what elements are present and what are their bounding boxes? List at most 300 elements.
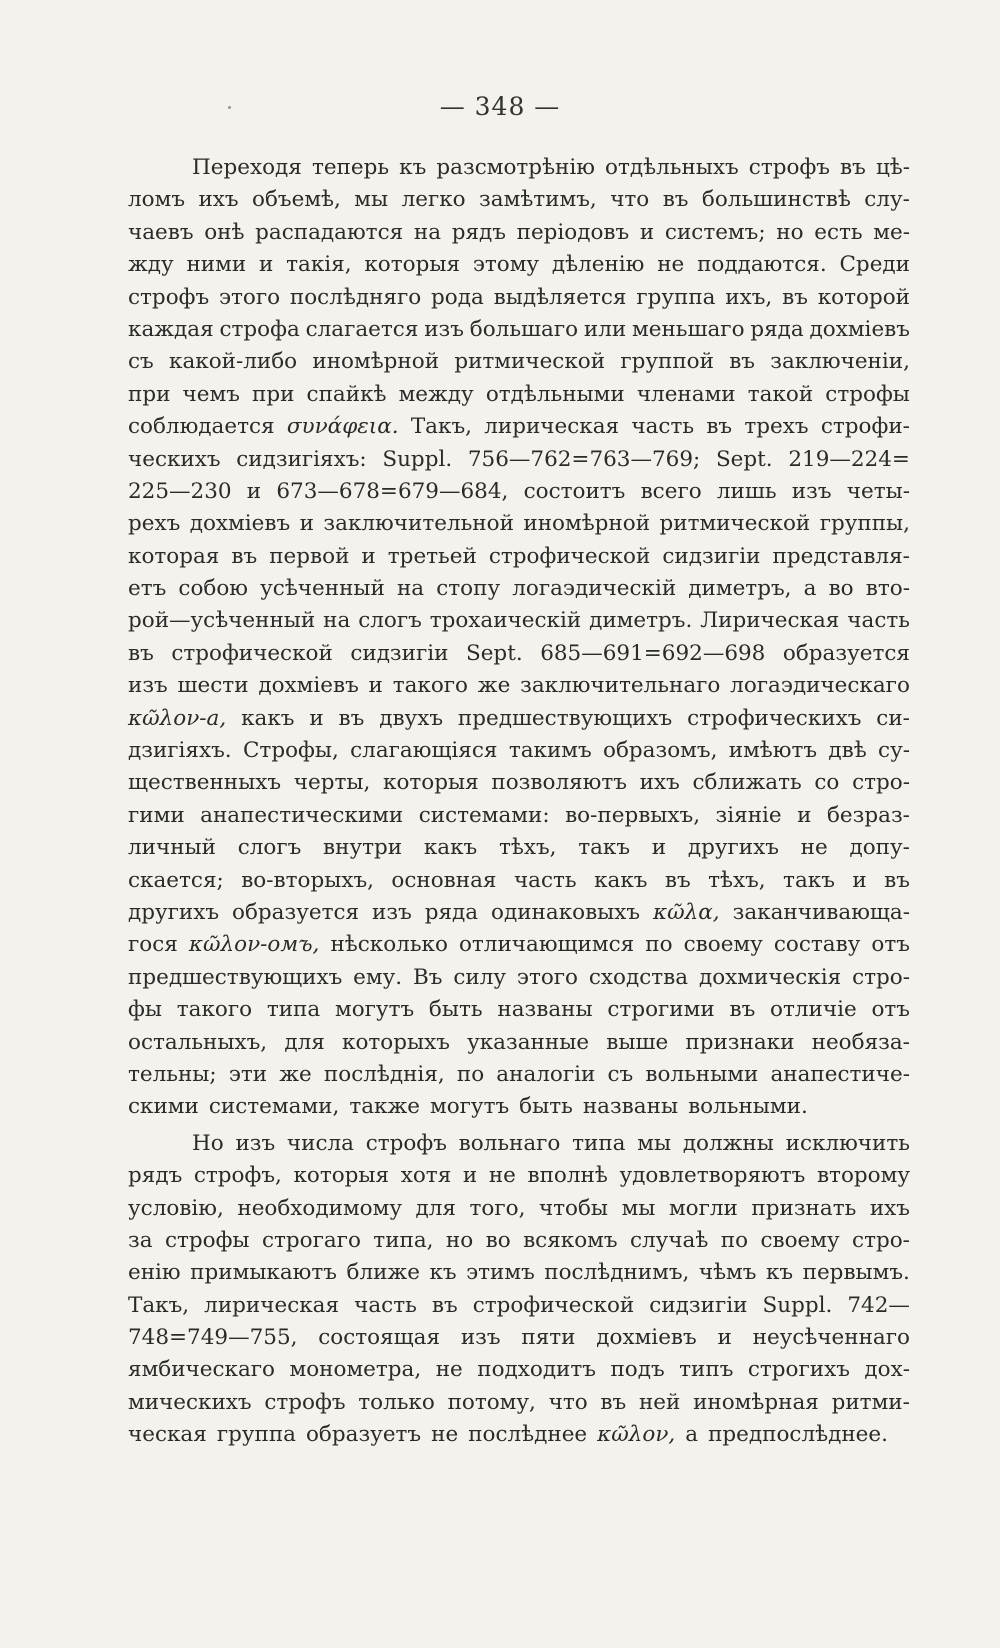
word: зіяніе — [715, 802, 782, 828]
word: заканчивающа- — [732, 899, 910, 925]
text-line — [128, 508, 910, 540]
word: строфической — [171, 640, 333, 666]
text-line — [128, 897, 910, 929]
word: дох- — [864, 1357, 910, 1383]
word: логаэдическій — [512, 576, 677, 602]
word: и — [361, 543, 376, 569]
word: дохміевъ — [189, 511, 291, 537]
word: не — [800, 835, 828, 861]
word: рядъ — [451, 219, 506, 245]
word: которыхъ — [342, 1029, 450, 1055]
word: си- — [876, 705, 910, 731]
word: строфъ — [264, 1389, 346, 1415]
text-line — [128, 1091, 910, 1123]
text-line — [128, 249, 910, 281]
word: не — [657, 252, 685, 278]
word: и — [368, 673, 383, 699]
word: членами — [636, 381, 736, 407]
word: ихъ, — [725, 284, 773, 310]
word: что — [610, 187, 650, 213]
word: 219—224= — [788, 446, 910, 472]
word: быть — [519, 1094, 573, 1120]
text-line — [128, 962, 910, 994]
word: въ — [729, 997, 756, 1023]
text-line — [128, 605, 910, 637]
text-line — [128, 282, 910, 314]
word: системъ; — [664, 219, 766, 245]
word: теперь — [311, 155, 390, 180]
word: и — [639, 219, 655, 245]
word: шести — [177, 673, 249, 699]
word: большаго — [469, 316, 579, 342]
word: монометра, — [289, 1357, 422, 1383]
word: трохаическій — [429, 608, 582, 634]
word: этому — [472, 252, 540, 278]
word: во — [485, 1227, 511, 1253]
word: сходства — [588, 964, 689, 990]
word: группа — [216, 1422, 296, 1448]
word: лирическая — [204, 1292, 340, 1318]
word: какой-либо — [169, 349, 298, 375]
word: по — [720, 1227, 749, 1253]
word: объемѣ, — [252, 187, 341, 213]
word: не — [431, 1422, 459, 1448]
text-line — [128, 346, 910, 378]
text-line — [128, 314, 910, 346]
text-line — [128, 541, 910, 573]
word: трехъ — [744, 414, 809, 440]
word: ритми- — [831, 1389, 910, 1415]
word: за — [128, 1227, 153, 1253]
word: ему. — [353, 964, 403, 990]
word: гими — [128, 802, 185, 828]
word: рода — [431, 284, 484, 310]
word: сидзигіи — [649, 1292, 748, 1318]
word: примыкаютъ — [190, 1260, 337, 1286]
word: скается; — [128, 867, 224, 893]
word: строгихъ — [747, 1357, 850, 1383]
word: въ — [231, 543, 258, 569]
word: ихъ — [198, 187, 239, 213]
text-line — [128, 735, 910, 767]
word: выдѣляется — [493, 284, 627, 310]
word: и — [651, 835, 667, 861]
word: ихъ — [869, 1195, 910, 1221]
word: вольными — [645, 1061, 759, 1087]
word: жду — [128, 252, 174, 278]
word: въ — [128, 640, 154, 666]
word: часть — [631, 414, 695, 440]
word: ческихъ — [128, 446, 221, 472]
word: такого — [392, 673, 468, 699]
word: съ — [128, 349, 154, 375]
word: анапестиче- — [770, 1061, 910, 1087]
word: онѣ — [204, 219, 245, 245]
word: отдѣльныхъ — [605, 155, 739, 180]
word: сближать — [692, 770, 802, 796]
word: другихъ — [128, 899, 220, 925]
word: въ — [662, 187, 689, 213]
word: безраз- — [826, 802, 910, 828]
word: такимъ — [508, 738, 592, 764]
word: строфы — [825, 381, 910, 407]
word: но — [445, 1227, 474, 1253]
word: чѣмъ — [698, 1260, 757, 1286]
word: 225—230 — [128, 478, 232, 504]
word: къ — [765, 1260, 794, 1286]
text-line — [128, 1059, 910, 1091]
word: стро- — [852, 964, 910, 990]
word: третьей — [387, 543, 477, 569]
word: усѣченный — [260, 576, 385, 602]
word: συνάφεια. — [286, 414, 399, 440]
word: κῶλον-а, — [128, 705, 227, 731]
word: распадаются — [255, 219, 404, 245]
word: строфи- — [820, 414, 910, 440]
text-line — [128, 152, 910, 184]
word: которыя — [383, 770, 479, 796]
word: черты, — [293, 770, 371, 796]
word: ломъ — [128, 187, 186, 213]
word: етъ — [128, 576, 167, 602]
word: въ — [782, 284, 808, 310]
word: спайкѣ — [306, 381, 387, 407]
word: съ — [607, 1061, 634, 1087]
word: строфической — [472, 1292, 635, 1318]
word: четы- — [846, 478, 910, 504]
word: анапестическими — [200, 802, 404, 828]
word: изъ — [372, 899, 412, 925]
word: ряда — [750, 316, 804, 342]
word: допу- — [849, 835, 910, 861]
word: и — [717, 1325, 732, 1351]
word: въ — [338, 705, 365, 731]
word: строфической — [488, 543, 651, 569]
word: мы — [637, 1130, 672, 1156]
text-line — [128, 1257, 910, 1289]
word: которая — [128, 543, 220, 569]
word: рой—усѣченный — [128, 608, 316, 634]
word: большинствѣ — [701, 187, 851, 213]
word: κῶλα, — [653, 899, 720, 925]
word: такія, — [286, 252, 352, 278]
word: первой — [269, 543, 350, 569]
word: чаевъ — [128, 219, 194, 245]
word: чемъ — [182, 381, 240, 407]
word: Sept. — [465, 640, 523, 666]
word: одинаковыхъ — [491, 899, 641, 925]
word: въ — [884, 867, 910, 893]
word: двухъ — [379, 705, 444, 731]
word: личный — [128, 835, 216, 861]
word: что — [548, 1389, 588, 1415]
text-line — [128, 411, 910, 443]
word: ме- — [873, 219, 910, 245]
word: иномѣрная — [693, 1389, 819, 1415]
text-line — [128, 1128, 910, 1160]
word: и — [258, 252, 274, 278]
word: группой — [620, 349, 714, 375]
word: могутъ — [430, 1094, 510, 1120]
word: фы — [128, 997, 162, 1023]
word: Suppl. — [762, 1292, 833, 1318]
word: стро- — [852, 1227, 910, 1253]
word: указанные — [467, 1029, 590, 1055]
word: легко — [401, 187, 466, 213]
word: стро- — [852, 770, 910, 796]
word: ней — [638, 1389, 681, 1415]
word: признать — [751, 1195, 857, 1221]
word: какъ — [594, 867, 648, 893]
word: дохміевъ — [596, 1325, 697, 1351]
text-line — [128, 670, 910, 702]
word: основная — [391, 867, 497, 893]
word: 748=749—755, — [128, 1325, 298, 1351]
word: есть — [814, 219, 863, 245]
word: могутъ — [334, 997, 415, 1023]
word: строфа — [219, 316, 300, 342]
word: въ — [706, 414, 733, 440]
word: рядъ — [128, 1163, 183, 1189]
word: же — [477, 673, 511, 699]
word: типа, — [373, 1227, 434, 1253]
word: этого — [218, 284, 281, 310]
text-line — [128, 444, 910, 476]
word: и — [462, 1163, 478, 1189]
word: мы — [621, 1195, 656, 1221]
word: 685—691=692—698 — [540, 640, 766, 666]
word: двѣ — [828, 738, 867, 764]
word: ритмической — [659, 511, 811, 537]
word: составу — [773, 932, 861, 958]
word: иномѣрной — [523, 511, 651, 537]
word: другихъ — [687, 835, 779, 861]
word: строфъ, — [193, 1163, 282, 1189]
word: дохмическія — [698, 964, 842, 990]
word: дѣленію — [551, 252, 645, 278]
word: не — [435, 1357, 463, 1383]
word: группы, — [819, 511, 910, 537]
word: и — [797, 802, 812, 828]
word: ямбическаго — [128, 1357, 276, 1383]
word: при — [128, 381, 171, 407]
word: которыя — [364, 252, 461, 278]
word: собою — [178, 576, 249, 602]
word: предшествующихъ — [457, 705, 673, 731]
text-line — [128, 1387, 910, 1419]
word: и — [309, 705, 324, 731]
word: скими — [128, 1094, 199, 1120]
word: изъ — [791, 478, 832, 504]
word: остальныхъ, — [128, 1029, 268, 1055]
word: а — [685, 1422, 699, 1448]
text-line — [128, 573, 910, 605]
word: только — [358, 1389, 435, 1415]
word: вполнѣ — [527, 1163, 608, 1189]
page-number: — 348 — — [439, 92, 561, 121]
word: строфъ — [365, 1130, 447, 1156]
word: типа — [266, 997, 321, 1023]
word: ними — [186, 252, 247, 278]
word: каждая — [128, 316, 214, 342]
word: лишь — [716, 478, 777, 504]
word: первымъ. — [802, 1260, 910, 1286]
word: по — [456, 1061, 485, 1087]
word: по — [645, 932, 673, 958]
word: диметръ. — [589, 608, 693, 634]
word: въ — [840, 155, 866, 180]
word: Среди — [839, 252, 910, 278]
word: строфическихъ — [687, 705, 862, 731]
word: заключительной — [323, 511, 514, 537]
word: образуется — [232, 899, 360, 925]
word: во-вторыхъ, — [241, 867, 374, 893]
word: представля- — [772, 543, 910, 569]
word: строгими — [607, 997, 715, 1023]
word: послѣднія, — [323, 1061, 445, 1087]
word: κῶλον, — [597, 1422, 676, 1448]
word: рехъ — [128, 511, 181, 537]
word: строгаго — [261, 1227, 361, 1253]
word: гося — [128, 932, 178, 958]
word: стопу — [436, 576, 501, 602]
word: выше — [606, 1029, 669, 1055]
word: всякомъ — [523, 1227, 618, 1253]
word: въ — [664, 867, 691, 893]
word: хотя — [400, 1163, 452, 1189]
text-line — [128, 638, 910, 670]
word: быть — [428, 997, 483, 1023]
word: иномѣрной — [312, 349, 440, 375]
word: слогъ — [237, 835, 302, 861]
word: системами: — [418, 802, 550, 828]
word: 756—762=763—769; — [467, 446, 701, 472]
text-line — [128, 865, 910, 897]
word: своему — [683, 932, 763, 958]
paragraph — [128, 1128, 910, 1452]
word: системами, — [208, 1094, 340, 1120]
word: дзигіяхъ. — [128, 738, 232, 764]
word: тѣхъ, — [708, 867, 766, 893]
word: на — [323, 608, 351, 634]
word: 673—678=679—684, — [276, 478, 509, 504]
word: того, — [469, 1195, 526, 1221]
word: сидзигіяхъ: — [236, 446, 367, 472]
text-line — [128, 800, 910, 832]
word: тѣхъ, — [498, 835, 557, 861]
text-line — [128, 1419, 910, 1451]
word: въ — [729, 349, 755, 375]
word: и — [852, 867, 867, 893]
word: 742— — [847, 1292, 910, 1318]
word: Строфы, — [242, 738, 339, 764]
word: вольнаго — [458, 1130, 561, 1156]
word: отличіе — [770, 997, 857, 1023]
word: должны — [682, 1130, 774, 1156]
word: такъ — [578, 835, 631, 861]
word: эти — [228, 1061, 268, 1087]
word: къ — [399, 155, 427, 180]
word: названы — [497, 997, 593, 1023]
word: дохміевъ — [258, 673, 359, 699]
word: признаки — [685, 1029, 795, 1055]
word: отдѣльными — [485, 381, 625, 407]
word: изъ — [424, 316, 464, 342]
word: могли — [668, 1195, 738, 1221]
word: послѣднее — [468, 1422, 588, 1448]
word: и — [246, 478, 262, 504]
word: ряда — [424, 899, 479, 925]
word: енію — [128, 1260, 181, 1286]
word: второму — [816, 1163, 910, 1189]
text-line — [128, 832, 910, 864]
word: слагается — [305, 316, 419, 342]
word: дохміевъ — [809, 316, 910, 342]
word: слагающіяся — [350, 738, 498, 764]
text-line — [128, 1290, 910, 1322]
word: удовлетворяютъ — [619, 1163, 806, 1189]
word: также — [349, 1094, 420, 1120]
word: своему — [760, 1227, 840, 1253]
word: ихъ — [639, 770, 680, 796]
word: нѣсколько — [330, 932, 448, 958]
word: не — [488, 1163, 516, 1189]
word: ритмической — [454, 349, 606, 375]
word: изъ — [460, 1325, 501, 1351]
body-text — [128, 152, 910, 1452]
word: позволяютъ — [491, 770, 627, 796]
text-line — [128, 476, 910, 508]
word: какъ — [423, 835, 478, 861]
word: аналогіи — [496, 1061, 596, 1087]
word: сидзигіи — [662, 543, 761, 569]
text-line — [128, 217, 910, 249]
word: а — [803, 576, 817, 602]
word: необяза- — [811, 1029, 910, 1055]
word: изъ — [128, 673, 168, 699]
word: состоящая — [318, 1325, 441, 1351]
word: всего — [640, 478, 702, 504]
word: подходитъ — [477, 1357, 596, 1383]
word: послѣдняго — [289, 284, 422, 310]
word: которыя — [293, 1163, 390, 1189]
word: исключить — [785, 1130, 910, 1156]
text-line — [128, 929, 910, 961]
word: изъ — [235, 1130, 276, 1156]
word: при — [252, 381, 295, 407]
word: этого — [516, 964, 578, 990]
print-speck — [228, 106, 231, 109]
text-line — [128, 1225, 910, 1257]
word: поддаются. — [697, 252, 827, 278]
text-line — [128, 703, 910, 735]
text-line — [128, 994, 910, 1026]
text-line — [128, 1354, 910, 1386]
word: слогъ — [358, 608, 422, 634]
word: такой — [747, 381, 814, 407]
text-line — [128, 184, 910, 216]
word: для — [284, 1029, 325, 1055]
word: такъ — [783, 867, 835, 893]
word: меньшаго — [632, 316, 745, 342]
word: имѣютъ — [728, 738, 818, 764]
word: Въ — [412, 964, 443, 990]
word: Такъ, — [410, 414, 472, 440]
word: щественныхъ — [128, 770, 282, 796]
word: цѣ- — [875, 155, 910, 180]
word: Suppl. — [382, 446, 453, 472]
word: отличающимся — [458, 932, 635, 958]
